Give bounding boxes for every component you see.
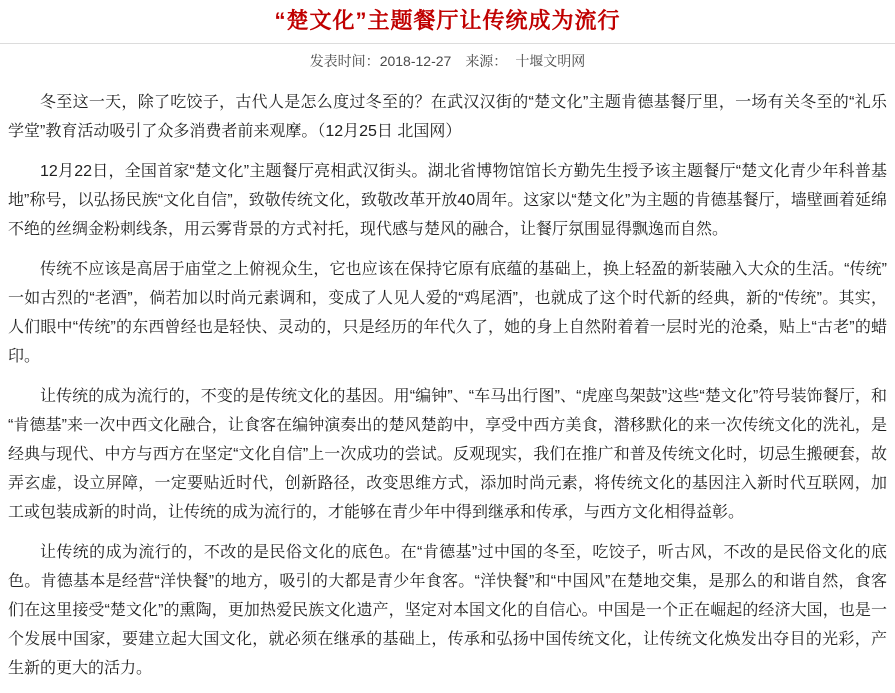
publish-time-label: 发表时间： bbox=[309, 53, 380, 69]
paragraph-2: 12月22日，全国首家“楚文化”主题餐厅亮相武汉街头。湖北省博物馆馆长方勤先生授予该主题餐厅“楚文化青少年科普基地”称号，以弘扬民族“文化自信”，致敬传统文化，致敬改革开放40周年。这家以“楚文化”为主题的肯德基餐厅，墙壁画着延绵不绝的丝绸金粉刺线条，用云雾背景的方式衬托，现代感与楚风的融合，让餐厅氛围显得飘逸而自然。 bbox=[8, 163, 887, 238]
source-label: 来源： bbox=[465, 53, 508, 69]
paragraph-4: 让传统的成为流行的，不变的是传统文化的基因。用“编钟”、“车马出行图”、“虎座鸟架鼓”这些“楚文化”符号装饰餐厅，和“肯德基”来一次中西文化融合，让食客在编钟演奏出的楚风楚韵中，享受中西方美食，潜移默化的来一次传统文化的洗礼，是经典与现代、中方与西方在坚定“文化自信”上一次成功的尝试。反观现实，我们在推广和普及传统文化时，切忌生搬硬套，故弄玄虚，设立屏障，一定要贴近时代，创新路径，改变思维方式，添加时尚元素，将传统文化的基因注入新时代互联网，加工或包装成新的时尚，让传统的成为流行的，才能够在青少年中得到继承和传承，与西方文化相得益彰。 bbox=[8, 388, 887, 521]
publish-date: 2018-12-27 bbox=[379, 53, 452, 69]
article-body bbox=[0, 79, 895, 693]
paragraph-1: 冬至这一天，除了吃饺子，古代人是怎么度过冬至的？在武汉汉街的“楚文化”主题肯德基餐厅里，一场有关冬至的“礼乐学堂”教育活动吸引了众多消费者前来观摩。（12月25日 北国网） bbox=[8, 94, 887, 140]
paragraph-5: 让传统的成为流行的，不改的是民俗文化的底色。在“肯德基”过中国的冬至，吃饺子，听古风，不改的是民俗文化的底色。肯德基本是经营“洋快餐”的地方，吸引的大都是青少年食客。“洋快餐”和“中国风”在楚地交集，是那么的和谐自然，食客们在这里接受“楚文化”的熏陶，更加热爱民族文化遗产，坚定对本国文化的自信心。中国是一个正在崛起的经济大国，也是一个发展中国家，要建立起大国文化，就必须在继承的基础上，传承和弘扬中国传统文化，让传统文化焕发出夺目的光彩，产生新的更大的活力。 bbox=[8, 544, 887, 677]
article-title: “楚文化”主题餐厅让传统成为流行 bbox=[274, 8, 621, 33]
source-name: 十堰文明网 bbox=[515, 53, 586, 69]
paragraph-3: 传统不应该是高居于庙堂之上俯视众生，它也应该在保持它原有底蕴的基础上，换上轻盈的新装融入大众的生活。“传统”一如古烈的“老酒”，倘若加以时尚元素调和，变成了人见人爱的“鸡尾酒”，也就成了这个时代新的经典，新的“传统”。其实，人们眼中“传统”的东西曾经也是轻快、灵动的，只是经历的年代久了，她的身上自然附着着一层时光的沧桑，贴上“古老”的蜡印。 bbox=[8, 261, 887, 365]
meta-bar bbox=[0, 43, 895, 79]
